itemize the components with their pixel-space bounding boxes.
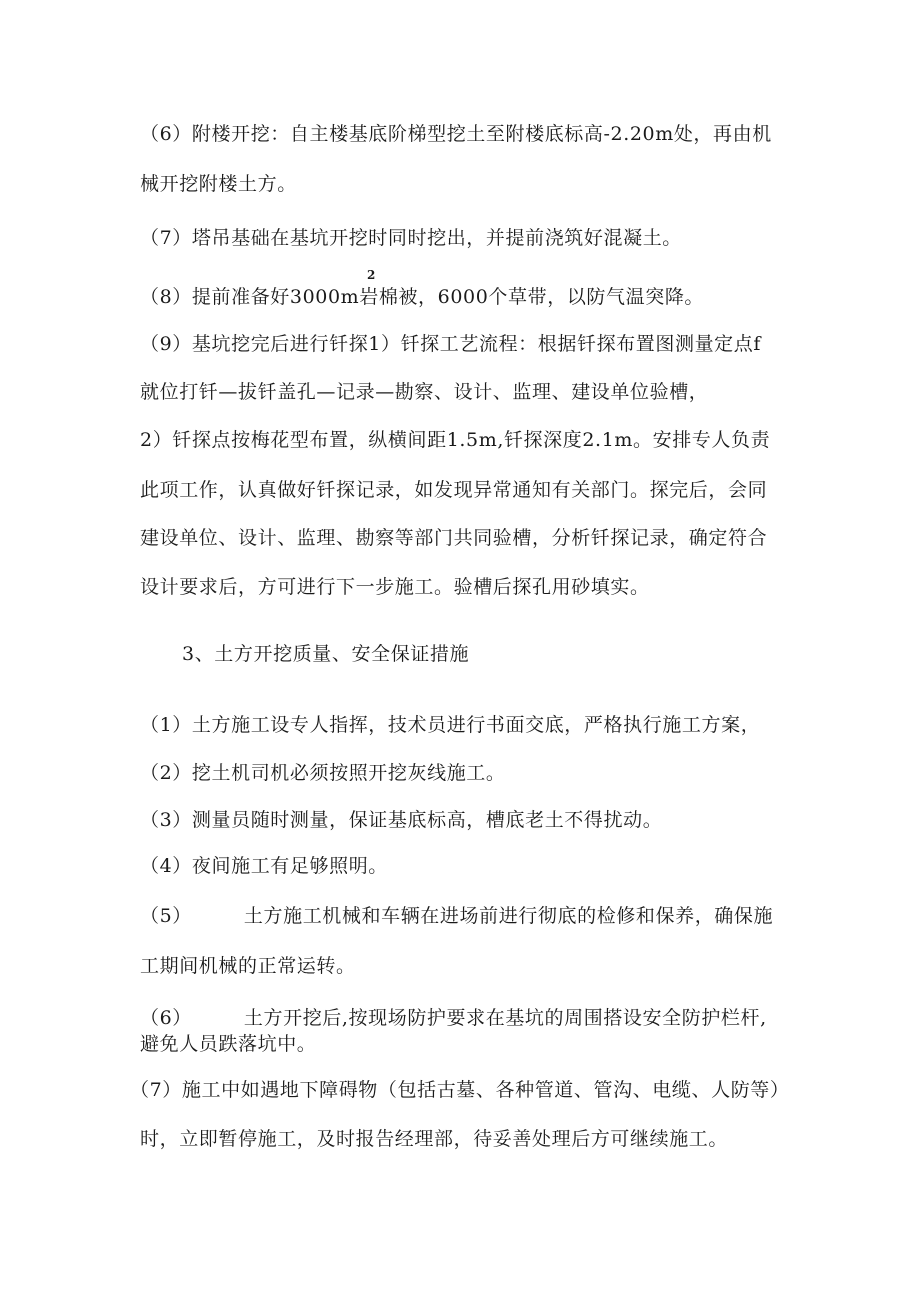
item-6-line-2: 避免人员跌落坑中。: [140, 1033, 317, 1055]
item-5-line-2: 工期间机械的正常运转。: [140, 955, 356, 977]
item-3: （3）测量员随时测量，保证基底标高，槽底老土不得扰动。: [140, 809, 663, 831]
section-3-heading: 3、土方开挖质量、安全保证措施: [182, 643, 470, 665]
item-4: （4）夜间施工有足够照明。: [140, 855, 388, 877]
item-5-line-1: [140, 903, 773, 929]
para-8: （8）提前准备好3000m岩棉被，6000个草带，以防气温突降。: [140, 286, 705, 308]
item-6-text: 土方开挖后,按现场防护要求在基坑的周围搭设安全防护栏杆,: [243, 1007, 767, 1029]
item-2: （2）挖土机司机必须按照开挖灰线施工。: [140, 762, 506, 784]
item-5-number: （5）: [140, 905, 192, 927]
para-7: （7）塔吊基础在基坑开挖时同时挖出，并提前浇筑好混凝土。: [140, 227, 682, 249]
para-6-line-2: 械开挖附楼土方。: [140, 173, 297, 195]
para-9-line-3: 2）钎探点按梅花型布置，纵横间距1.5m,钎探深度2.1m。安排专人负责: [140, 429, 771, 451]
item-7-line-2: 时，立即暂停施工，及时报告经理部，待妥善处理后方可继续施工。: [140, 1128, 729, 1150]
item-6-line-1: [140, 1005, 767, 1031]
item-6-number: （6）: [140, 1007, 192, 1029]
item-1: （1）土方施工设专人指挥，技术员进行书面交底，严格执行施工方案，: [140, 714, 761, 736]
item-5-text: 土方施工机械和车辆在进场前进行彻底的检修和保养，确保施: [243, 905, 774, 927]
para-9-line-4: 此项工作，认真做好钎探记录，如发现异常通知有关部门。探完后，会同: [140, 479, 768, 501]
para-9-line-5: 建设单位、设计、监理、勘察等部门共同验槽，分析钎探记录，确定符合: [140, 527, 768, 549]
superscript-2: 2: [367, 268, 376, 282]
para-6-line-1: （6）附楼开挖：自主楼基底阶梯型挖土至附楼底标高-2.20m处，再由机: [140, 123, 772, 145]
para-9-line-6: 设计要求后，方可进行下一步施工。验槽后探孔用砂填实。: [140, 576, 650, 598]
para-9-line-1: （9）基坑挖完后进行钎探1）钎探工艺流程：根据钎探布置图测量定点f: [140, 333, 762, 355]
item-7-line-1: （7）施工中如遇地下障碍物（包括古墓、各种管道、管沟、电缆、人防等）: [130, 1079, 790, 1101]
para-9-line-2: 就位打钎—拔钎盖孔—记录—勘察、设计、监理、建设单位验槽，: [140, 381, 709, 403]
